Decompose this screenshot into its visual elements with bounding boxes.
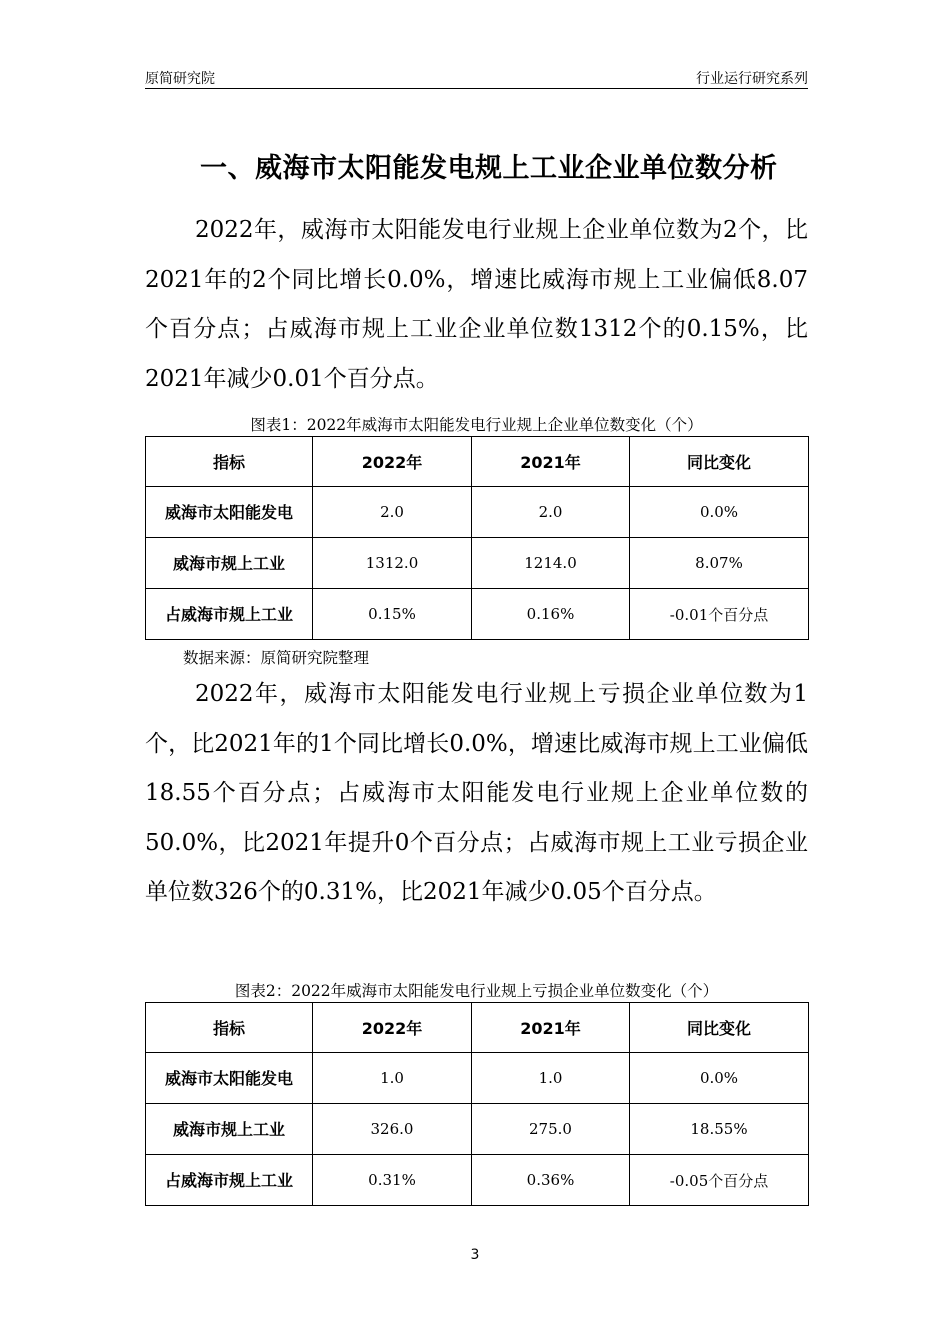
table1: [145, 436, 809, 640]
col-header-indicator: 指标: [146, 437, 313, 487]
table-row: [146, 1053, 809, 1104]
cell-2021: 0.36%: [472, 1155, 630, 1206]
table-row: [146, 1104, 809, 1155]
cell-2022: 326.0: [313, 1104, 472, 1155]
table1-caption: 图表1：2022年威海市太阳能发电行业规上企业单位数变化（个）: [250, 416, 703, 434]
col-header-2022: 2022年: [313, 1003, 472, 1053]
cell-yoy: 8.07%: [630, 538, 809, 589]
row-label: 威海市太阳能发电: [146, 1053, 313, 1104]
cell-2022: 0.31%: [313, 1155, 472, 1206]
row-label: 占威海市规上工业: [146, 1155, 313, 1206]
cell-2022: 0.15%: [313, 589, 472, 640]
row-label: 威海市太阳能发电: [146, 487, 313, 538]
table-row: [146, 487, 809, 538]
cell-yoy: 18.55%: [630, 1104, 809, 1155]
cell-yoy: 0.0%: [630, 1053, 809, 1104]
cell-2021: 275.0: [472, 1104, 630, 1155]
cell-yoy: -0.05个百分点: [630, 1155, 809, 1206]
col-header-2021: 2021年: [472, 437, 630, 487]
table2-caption: 图表2：2022年威海市太阳能发电行业规上亏损企业单位数变化（个）: [234, 982, 719, 1000]
table-header-row: [146, 437, 809, 487]
paragraph-enterprise-count: 2022年，威海市太阳能发电行业规上企业单位数为2个，比2021年的2个同比增长0.0%，增速比威海市规上工业偏低8.07个百分点；占威海市规上工业企业单位数1312个的0.15%，比2021年减少0.01个百分点。: [145, 217, 808, 392]
header-series-name: 行业运行研究系列: [696, 71, 808, 87]
cell-yoy: 0.0%: [630, 487, 809, 538]
paragraph-loss-enterprise-count: 2022年，威海市太阳能发电行业规上亏损企业单位数为1个，比2021年的1个同比增长0.0%，增速比威海市规上工业偏低18.55个百分点；占威海市太阳能发电行业规上企业单位数的50.0%，比2021年提升0个百分点；占威海市规上工业亏损企业单位数326个的0.31%，比2021年减少0.05个百分点。: [145, 681, 808, 905]
cell-2021: 0.16%: [472, 589, 630, 640]
cell-2021: 1214.0: [472, 538, 630, 589]
table-row: [146, 589, 809, 640]
row-label: 威海市规上工业: [146, 1104, 313, 1155]
cell-yoy: -0.01个百分点: [630, 589, 809, 640]
cell-2021: 2.0: [472, 487, 630, 538]
table-row: [146, 538, 809, 589]
col-header-indicator: 指标: [146, 1003, 313, 1053]
table-row: [146, 1155, 809, 1206]
table-header-row: [146, 1003, 809, 1053]
row-label: 威海市规上工业: [146, 538, 313, 589]
cell-2022: 2.0: [313, 487, 472, 538]
header-rule: [145, 88, 808, 89]
header-org-name: 原简研究院: [145, 71, 215, 87]
col-header-2022: 2022年: [313, 437, 472, 487]
table1-source-note: 数据来源：原简研究院整理: [183, 649, 370, 667]
col-header-yoy-change: 同比变化: [630, 1003, 809, 1053]
row-label: 占威海市规上工业: [146, 589, 313, 640]
col-header-2021: 2021年: [472, 1003, 630, 1053]
section-title: 一、威海市太阳能发电规上工业企业单位数分析: [200, 153, 778, 184]
table2: [145, 1002, 809, 1206]
cell-2022: 1.0: [313, 1053, 472, 1104]
col-header-yoy-change: 同比变化: [630, 437, 809, 487]
page-number: 3: [470, 1247, 480, 1263]
cell-2022: 1312.0: [313, 538, 472, 589]
cell-2021: 1.0: [472, 1053, 630, 1104]
